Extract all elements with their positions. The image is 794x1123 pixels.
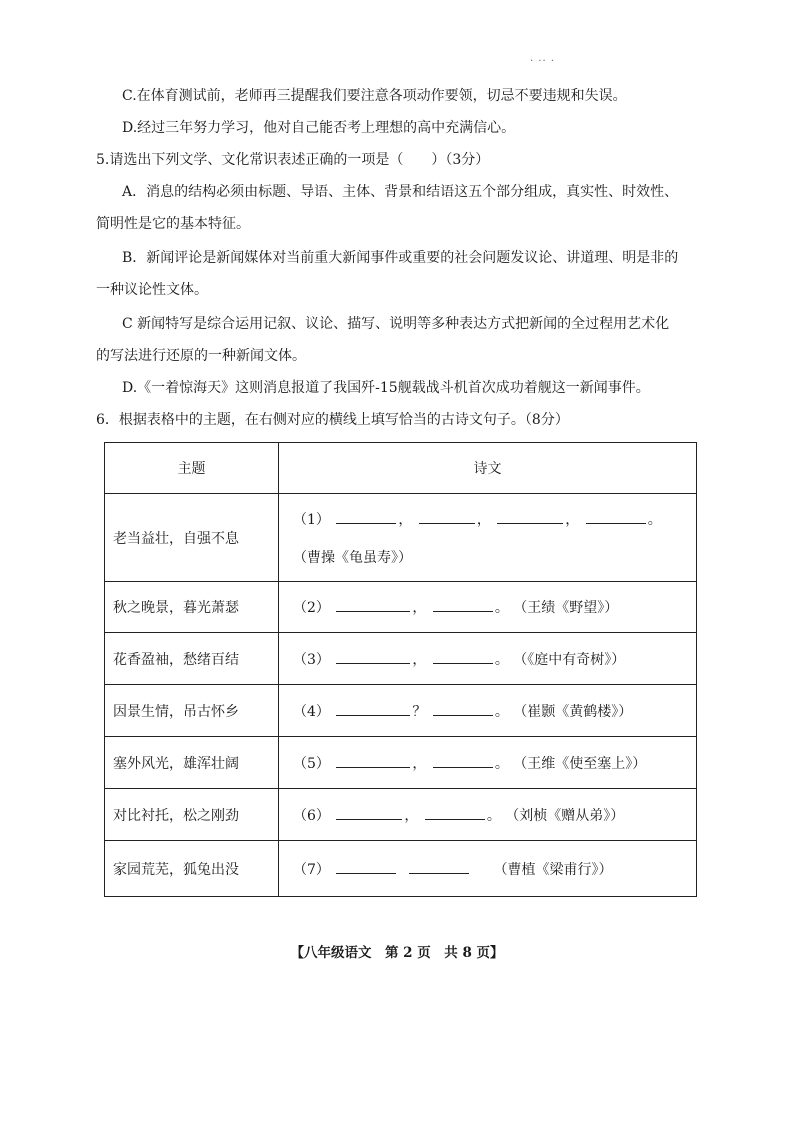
q5-option-b-line2: 一种议论性文体。 [96,282,208,298]
answer-blank[interactable] [425,805,485,820]
answer-blank[interactable] [433,701,493,716]
table-row [105,582,697,633]
table-row [105,789,697,841]
answer-blank[interactable] [336,805,402,820]
row-theme: 塞外风光，雄浑壮阔 [105,737,279,789]
row-source: （崔颢《黄鹤楼》） [513,703,633,720]
row-poem: （1） ， ， ， 。 （曹操《龟虽寿》） [279,494,697,582]
q5-option-c-line1: C 新闻特写是综合运用记叙、议论、描写、说明等多种表达方式把新闻的全过程用艺术化 [122,316,670,332]
q5-title: 5.请选出下列文学、文化常识表述正确的一项是（ ）（3分） [96,152,490,168]
answer-blank[interactable] [336,509,396,524]
q4-option-c: C.在体育测试前，老师再三提醒我们要注意各项动作要领，切忌不要违规和失误。 [122,88,627,104]
q5-option-b-line1: B．新闻评论是新闻媒体对当前重大新闻事件或重要的社会问题发议论、讲道理、明是非的 [122,250,679,266]
table-row [105,841,697,897]
answer-blank[interactable] [336,859,396,874]
row-theme: 老当益壮，自强不息 [105,494,279,582]
row-theme: 对比衬托，松之刚劲 [105,789,279,841]
row-source: （王维《使至塞上》） [513,755,647,772]
row-source: （曹植《梁甫行》） [493,861,613,878]
row-theme: 秋之晚景，暮光萧瑟 [105,582,279,633]
answer-blank[interactable] [336,753,410,768]
row-source: （曹操《龟虽寿》） [293,549,412,566]
answer-blank[interactable] [336,701,410,716]
answer-blank[interactable] [497,509,563,524]
answer-blank[interactable] [433,597,493,612]
q4-option-d: D.经过三年努力学习，他对自己能否考上理想的高中充满信心。 [122,120,516,136]
page-footer: 【八年级语文 第 2 页 共 8 页】 [290,945,504,961]
answer-blank[interactable] [419,509,475,524]
q5-option-d: D.《一着惊海天》这则消息报道了我国歼-15舰载战斗机首次成功着舰这一新闻事件。 [122,380,650,396]
row-theme: 家园荒芜，狐兔出没 [105,841,279,897]
q5-option-c-line2: 的写法进行还原的一种新闻文体。 [96,348,306,364]
answer-blank[interactable] [433,649,493,664]
answer-blank[interactable] [586,509,646,524]
answer-blank[interactable] [433,753,493,768]
table-row [105,633,697,685]
poem-table [104,442,697,897]
header-theme: 主题 [105,443,279,494]
row-theme: 花香盈袖，愁绪百结 [105,633,279,685]
row-source: （《庭中有奇树》） [513,651,626,668]
table-row [105,494,697,582]
row-poem: （2） ， 。 （王绩《野望》） [279,582,697,633]
row-source: （王绩《野望》） [513,600,619,616]
answer-blank[interactable] [409,859,469,874]
q5-option-a-line1: A．消息的结构必须由标题、导语、主体、背景和结语这五个部分组成，真实性、时效性、 [122,184,679,200]
header-poem: 诗文 [279,443,697,494]
table-header-row [105,443,697,494]
table-row [105,685,697,737]
row-poem: （5） ， 。 （王维《使至塞上》） [279,737,697,789]
row-theme: 因景生情，吊古怀乡 [105,685,279,737]
row-poem: （7） （曹植《梁甫行》） [279,841,697,897]
table-row [105,737,697,789]
row-poem: （3） ， 。 （《庭中有奇树》） [279,633,697,685]
corner-mark: · ·· · [530,56,556,67]
row-source: （刘桢《赠从弟》） [505,807,625,824]
q5-option-a-line2: 简明性是它的基本特征。 [96,216,250,232]
answer-blank[interactable] [336,649,410,664]
answer-blank[interactable] [336,597,410,612]
row-poem: （4） ？ 。 （崔颢《黄鹤楼》） [279,685,697,737]
row-poem: （6） ， 。 （刘桢《赠从弟》） [279,789,697,841]
q6-title: 6．根据表格中的主题，在右侧对应的横线上填写恰当的古诗文句子。（8分） [96,412,569,428]
